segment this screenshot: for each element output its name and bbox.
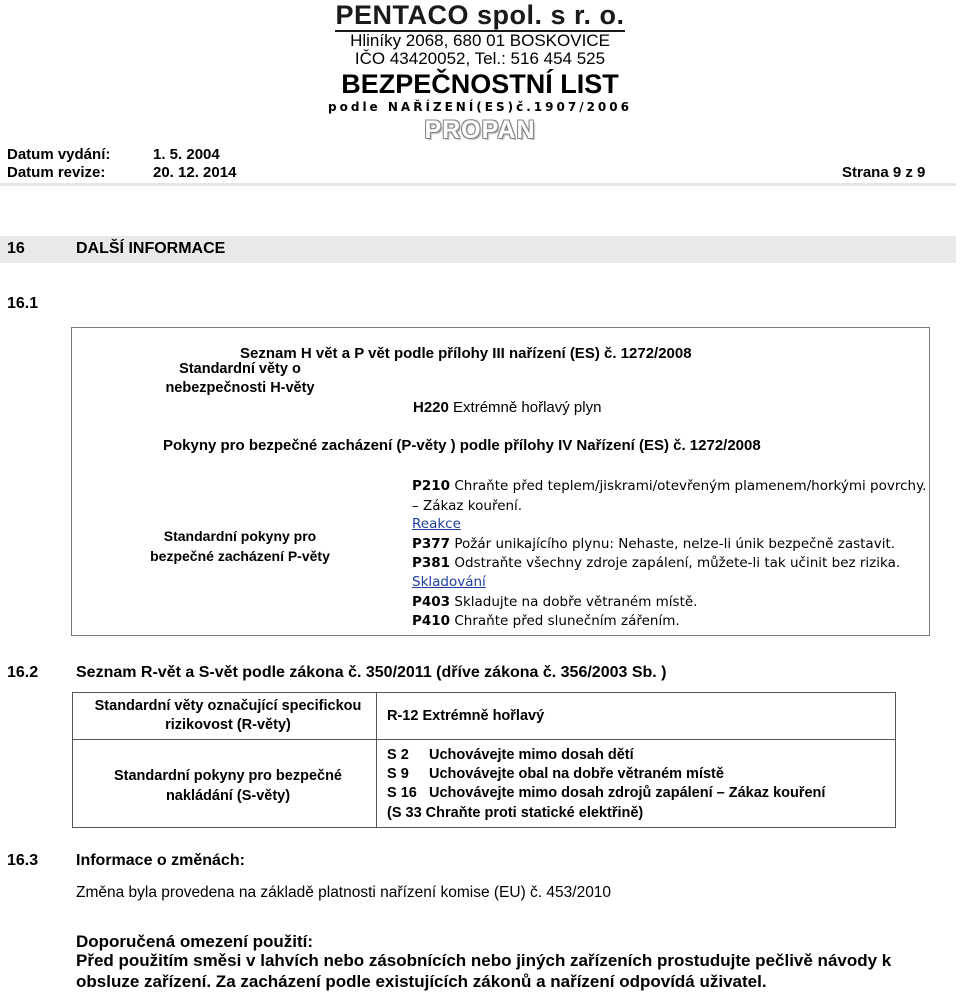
s33-statement: (S 33 Chraňte proti statické elektřině) (387, 804, 644, 821)
revision-date-value: 20. 12. 2014 (153, 164, 237, 181)
subsection-number: 16.1 (7, 295, 39, 312)
section-number: 16 (7, 240, 25, 257)
revision-date-label: Datum revize: (7, 164, 106, 181)
skladovani-link: Skladování (412, 573, 486, 590)
company-name: PENTACO spol. s r. o. (335, 0, 625, 30)
header-divider (0, 183, 956, 186)
r-statements-label: Standardní věty označující specifickou rizikovost (R-věty) (94, 698, 362, 733)
company-address: Hliníky 2068, 680 01 BOSKOVICE (350, 31, 610, 50)
s16-statement: S 16 Uchovávejte mimo dosah zdrojů zapálení – Zákaz kouření (387, 785, 826, 802)
p-statements-heading: Pokyny pro bezpečné zacházení (P-věty ) podle přílohy IV Nařízení (ES) č. 1272/2008 (163, 437, 761, 454)
regulation-reference: podle NAŘÍZENÍ(ES)č.1907/2006 (328, 100, 632, 114)
subsection-title: Seznam R-vět a S-vět podle zákona č. 350/2011 (dříve zákona č. 356/2003 Sb. ) (76, 664, 667, 681)
s-statements-label: Standardní pokyny pro bezpečné nakládání (S-věty) (113, 768, 342, 804)
document-title: BEZPEČNOSTNÍ LIST (341, 69, 619, 99)
company-contact: IČO 43420052, Tel.: 516 454 525 (354, 49, 606, 68)
s2-statement: S 2 Uchovávejte mimo dosah dětí (387, 747, 634, 763)
s-statements-list (387, 746, 892, 823)
p-statements-list (412, 476, 932, 631)
product-logo: PROPAN (424, 116, 536, 144)
reakce-link: Reakce (412, 516, 461, 533)
r12-statement: R-12 Extrémně hořlavý (387, 708, 545, 724)
p403-statement: P403 Skladujte na dobře větraném místě. (412, 593, 698, 610)
s9-statement: S 9 Uchovávejte obal na dobře větraném místě (387, 766, 724, 783)
subsection-number: 16.2 (7, 664, 39, 681)
table-bottom-border (71, 635, 930, 636)
table-row-divider (72, 739, 896, 740)
change-note: Změna byla provedena na základě platnosti nařízení komise (EU) č. 453/2010 (76, 884, 612, 901)
page-number: Strana 9 z 9 (842, 164, 926, 181)
h220-statement: H220 Extrémně hořlavý plyn (413, 399, 602, 416)
p377-statement: P377 Požár unikajícího plynu: Nehaste, nelze-li únik bezpečně zastavit. (412, 535, 896, 552)
subsection-number: 16.3 (7, 852, 39, 869)
issue-date-label: Datum vydání: (7, 146, 111, 163)
issue-date-value: 1. 5. 2004 (153, 146, 220, 163)
p-statements-label: Standardní pokyny pro bezpečné zacházení P-věty (150, 528, 330, 564)
p210-statement: P210 Chraňte před teplem/jiskrami/otevřeným plamenem/horkými povrchy. – Zákaz kouření. (412, 478, 927, 514)
h-statements-label: Standardní věty o nebezpečnosti H-věty (165, 361, 315, 396)
p381-statement: P381 Odstraňte všechny zdroje zapálení, můžete-li tak učinit bez rizika. (412, 555, 901, 572)
section-title: DALŠÍ INFORMACE (76, 240, 226, 257)
table-column-divider (376, 692, 377, 828)
subsection-title: Informace o změnách: (76, 852, 245, 869)
usage-restrictions-text: Před použitím směsi v lahvích nebo zásobnících nebo jiných zařízeních prostudujte pečlivě návody k obsluze zařízení. Za zacházení podle existujících zákonů a nařízení odpovídá uživatel. (76, 951, 892, 991)
table-heading: Seznam H vět a P vět podle přílohy III nařízení (ES) č. 1272/2008 (240, 345, 692, 362)
usage-restrictions-title: Doporučená omezení použití: (76, 932, 314, 951)
p410-statement: P410 Chraňte před slunečním zářením. (412, 613, 680, 630)
